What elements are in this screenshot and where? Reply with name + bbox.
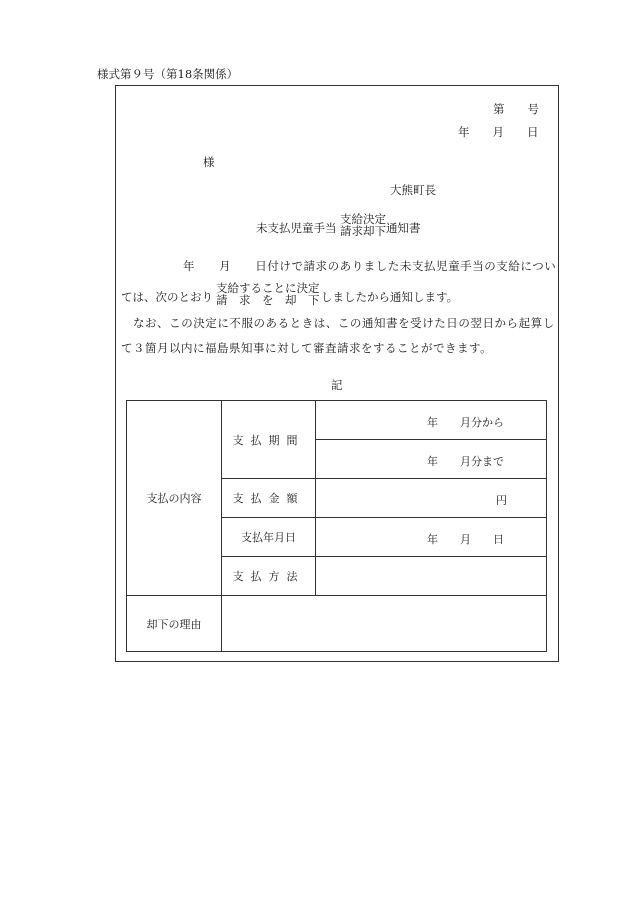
- body-line-2-prefix: ては、次のとおり: [121, 290, 213, 304]
- title-prefix: 未支払児童手当: [256, 221, 337, 235]
- period-to: 年 月分まで: [427, 455, 504, 468]
- addressee: 様: [203, 155, 215, 169]
- title-option-2: 請求却下: [340, 224, 386, 238]
- reason-cell: [222, 596, 547, 652]
- form-number: 様式第９号（第18条関係）: [97, 67, 239, 81]
- body-line-2-suffix: しましたから通知します。: [321, 290, 459, 304]
- section-reason: 却下の理由: [127, 596, 222, 652]
- period-from-cell: [316, 401, 547, 440]
- row-date-label: 支払年月日: [222, 518, 316, 557]
- section-payment: 支払の内容: [127, 401, 222, 596]
- row-period-label: 支払期間: [222, 401, 316, 479]
- payment-table: [126, 400, 547, 652]
- amount-cell: [316, 479, 547, 518]
- amount-unit: 円: [496, 494, 507, 507]
- title-suffix: 通知書: [386, 221, 421, 235]
- body-option-2: 請 求 を 却 下: [216, 293, 320, 307]
- method-cell: [316, 557, 547, 596]
- body-options: [216, 282, 320, 306]
- period-from: 年 月分から: [427, 416, 504, 429]
- title-options: [340, 213, 386, 237]
- row-amount-label: 支払金額: [222, 479, 316, 518]
- body-option-1: 支給することに決定: [216, 281, 320, 295]
- date-value: 年 月 日: [427, 533, 504, 546]
- notice-line-1: なお、この決定に不服のあるときは、この通知書を受けた日の翌日から起算し: [133, 316, 555, 330]
- date-line: 年 月 日: [458, 125, 539, 139]
- period-to-cell: [316, 440, 547, 479]
- title-option-1: 支給決定: [340, 212, 386, 226]
- row-method-label: 支払方法: [222, 557, 316, 596]
- sender: 大熊町長: [390, 183, 436, 197]
- date-cell: [316, 518, 547, 557]
- notice-line-2: て３箇月以内に福島県知事に対して審査請求をすることができます。: [121, 341, 493, 355]
- ki-marker: 記: [331, 378, 343, 392]
- body-line-1: 年 月 日付けで請求のありました未支払児童手当の支給につい: [183, 259, 557, 273]
- doc-number-label: 第 号: [493, 102, 539, 116]
